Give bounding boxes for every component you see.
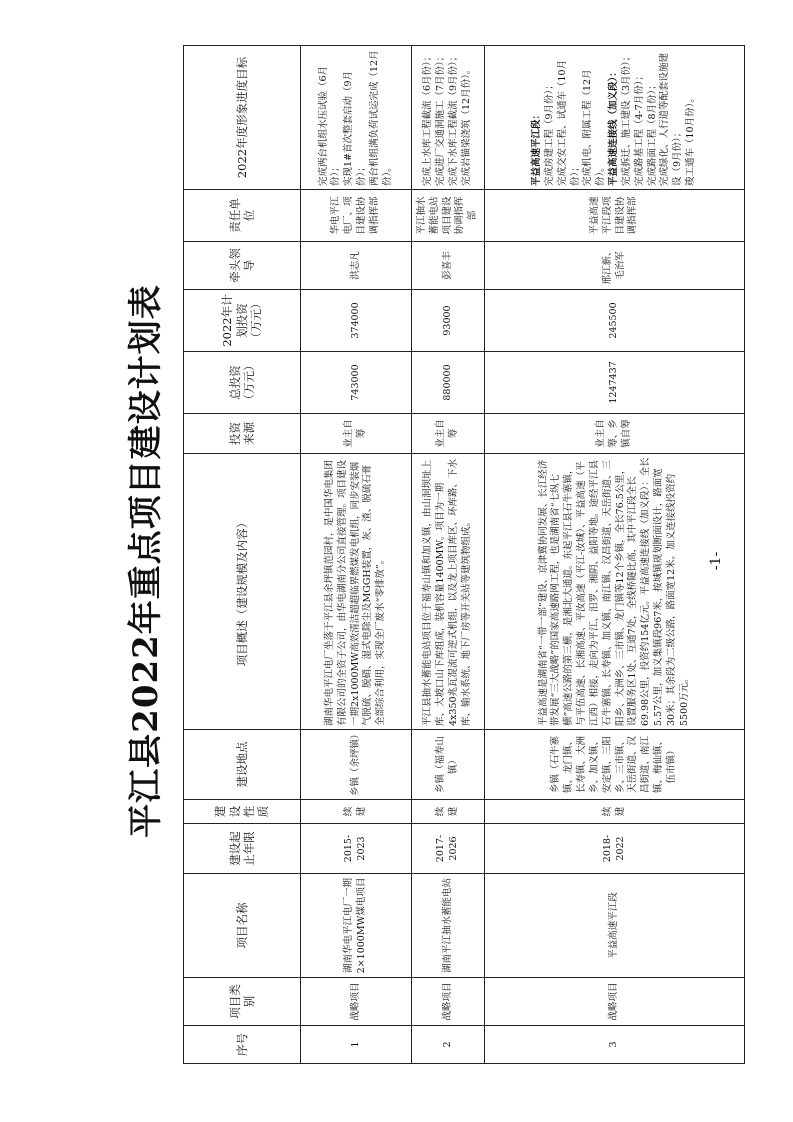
row-total: 880000 — [412, 352, 485, 414]
row-leader: 彭喜丰 — [412, 242, 485, 290]
row-overview: 湖南华电平江电厂坐落于平江县余坪镇范园村，是中国华电集团有限公司的全资子公司，由华电湖南分公司直接管理。项目建设一期2x1000MW高效清洁超超临界燃煤发电机组，同步安装烟气脱硫、脱硝、湿式电除尘及MGGH装置，灰、渣、脱硫石膏全部综合利用，实现全厂废水“零排放”。 — [301, 454, 412, 730]
row-target — [485, 46, 745, 190]
row-funding: 业主自筹 — [412, 414, 485, 454]
row-plan2022: 374000 — [301, 290, 412, 352]
row-period: 2015-2023 — [301, 824, 412, 874]
header-no: 序号 — [184, 1026, 301, 1064]
row-target — [301, 46, 412, 190]
target-line: 完成进厂交通洞施工（7月份）； — [435, 51, 447, 186]
header-name: 项目名称 — [184, 874, 301, 978]
project-table — [183, 45, 745, 1064]
row-name: 湖南华电平江电厂一期2×1000MW煤电项目 — [301, 874, 412, 978]
target-line: 竣工通车（10月份）。 — [684, 93, 696, 186]
row-category: 战略项目 — [412, 978, 485, 1026]
header-plan2022: 2022年计划投资（万元） — [184, 290, 301, 352]
row-no: 2 — [412, 1026, 485, 1064]
target-line: 完成拆迁、施工建设（3月份）； — [620, 51, 632, 186]
header-category: 项目类别 — [184, 978, 301, 1026]
row-name: 平益高速平江段 — [485, 874, 745, 978]
header-unit: 责任单位 — [184, 190, 301, 242]
row-funding: 业主自筹 — [301, 414, 412, 454]
row-unit: 平江抽水蓄能电站项目建设协调指挥部 — [412, 190, 485, 242]
target-line: 完成下水库工程截流（9月份）； — [448, 51, 459, 186]
target-line: 完成岩锚梁浇筑（12月份）。 — [460, 64, 472, 186]
row-period: 2017-2026 — [412, 824, 485, 874]
row-nature: 续建 — [301, 800, 412, 824]
row-overview: 平江县抽水蓄能电站项目位于福寿山镇和加义镇，由山洞坝址上库、大坡口山下库组成，装机容量1400MW。项目为一期4x350兆瓦混流可逆式机组，以及龙上项目库区、环库路、下水库、输水系统、地下厂房等开关站等建筑物组成。 — [412, 454, 485, 730]
target-line: 平益高速连接线（加义段）： — [608, 67, 620, 186]
page-title: 平江县2022年重点项目建设计划表 — [126, 284, 166, 838]
row-nature: 续建 — [412, 800, 485, 824]
table-row — [412, 46, 485, 1064]
row-overview: 平益高速是湖南省“一带一部”建设、京津冀协同发展、长江经济带发展“三大战略”的国家高速路网工程，也是湖南省“七纵七横”高速公路的第三横，是湘北大通道。东起平江县石牛寨镇，与平伍高速、长湘高速、平汝高速（平江-汝城）、平益高速（平江西）相接，走向为平江、汨罗、湘阴、益阳等地。途经平江县石牛寨镇、长寿镇、加义镇、南江镇、汉昌街道、天岳街道、三阳乡、大洲乡、三市镇、龙门镇等12个乡镇，全长76.5公里，设置服务区1处、互通7处，全线桥隧比高，其中平江段全长69.98公里，投资约154亿元。平益高速连接线（加义段）：全长5.57公里，加义集镇段967米，按城镇规划断面设计，路面宽30米；其余段为二级公路，路面宽12米。加义连接线投资约5500万元。 — [485, 454, 745, 730]
target-line: 完成房建工程（9月份）； — [544, 80, 556, 186]
row-plan2022: 93000 — [412, 290, 485, 352]
row-leader: 邢江新、毛治军 — [485, 242, 745, 290]
row-period: 2018-2022 — [485, 824, 745, 874]
row-unit: 平益高速平江段项目建设协调指挥部 — [485, 190, 745, 242]
header-period: 建设起止年限 — [184, 824, 301, 874]
row-location: 乡镇（余坪镇） — [301, 730, 412, 800]
header-funding: 投资来源 — [184, 414, 301, 454]
table-row — [301, 46, 412, 1064]
target-line: 完成机电、附属工程（12月份）。 — [582, 69, 607, 186]
row-no: 1 — [301, 1026, 412, 1064]
row-category: 战略项目 — [301, 978, 412, 1026]
row-total: 743000 — [301, 352, 412, 414]
target-line: 完成上水库工程截流（6月份）； — [422, 51, 434, 186]
header-location: 建设地点 — [184, 730, 301, 800]
header-target: 2022年度形象进度目标 — [184, 46, 301, 190]
page-number: -1- — [708, 551, 724, 571]
target-line: 平益高速平江段： — [531, 109, 543, 186]
target-line: 完成两台机组水压试验（6月份）； — [317, 65, 342, 186]
row-leader: 洪志凡 — [301, 242, 412, 290]
table-header-row — [184, 46, 301, 1064]
target-line: 完成路基工程（4-7月份）； — [633, 70, 645, 186]
row-nature: 续建 — [485, 800, 745, 824]
target-line: 完成路面工程（8月份）； — [646, 80, 658, 186]
header-total: 总投资（万元） — [184, 352, 301, 414]
row-plan2022: 245500 — [485, 290, 745, 352]
row-no: 3 — [485, 1026, 745, 1064]
row-total: 1247437 — [485, 352, 745, 414]
row-funding: 业主自筹、乡镇自筹 — [485, 414, 745, 454]
target-line: 实现1#首次整套启动（9月份）； — [343, 70, 367, 186]
row-target — [412, 46, 485, 190]
row-unit: 华电平江电厂、项目建设协调指挥部 — [301, 190, 412, 242]
row-name: 湖南平江抽水蓄能电站 — [412, 874, 485, 978]
row-location: 乡镇（福寿山镇） — [412, 730, 485, 800]
table-row — [485, 46, 745, 1064]
header-leader: 牵头领导 — [184, 242, 301, 290]
row-category: 战略项目 — [485, 978, 745, 1026]
header-overview: 项目概述（建设规模及内容） — [184, 454, 301, 730]
row-location: 乡镇（石牛寨镇、龙门镇、长寿镇、大洲乡、加义镇、安定镇、三阳乡、三市镇、天岳街道、汉昌街道、南江镇、梅仙镇、伍市镇） — [485, 730, 745, 800]
target-line: 两台机组满负荷试运完成（12月份）。 — [368, 50, 393, 186]
target-line: 完成交安工程、试通车（10月份）； — [556, 59, 581, 186]
header-nature: 建设性质 — [184, 800, 301, 824]
target-line: 完成绿化、人行道等配套设施建设（9月份）； — [659, 52, 684, 186]
